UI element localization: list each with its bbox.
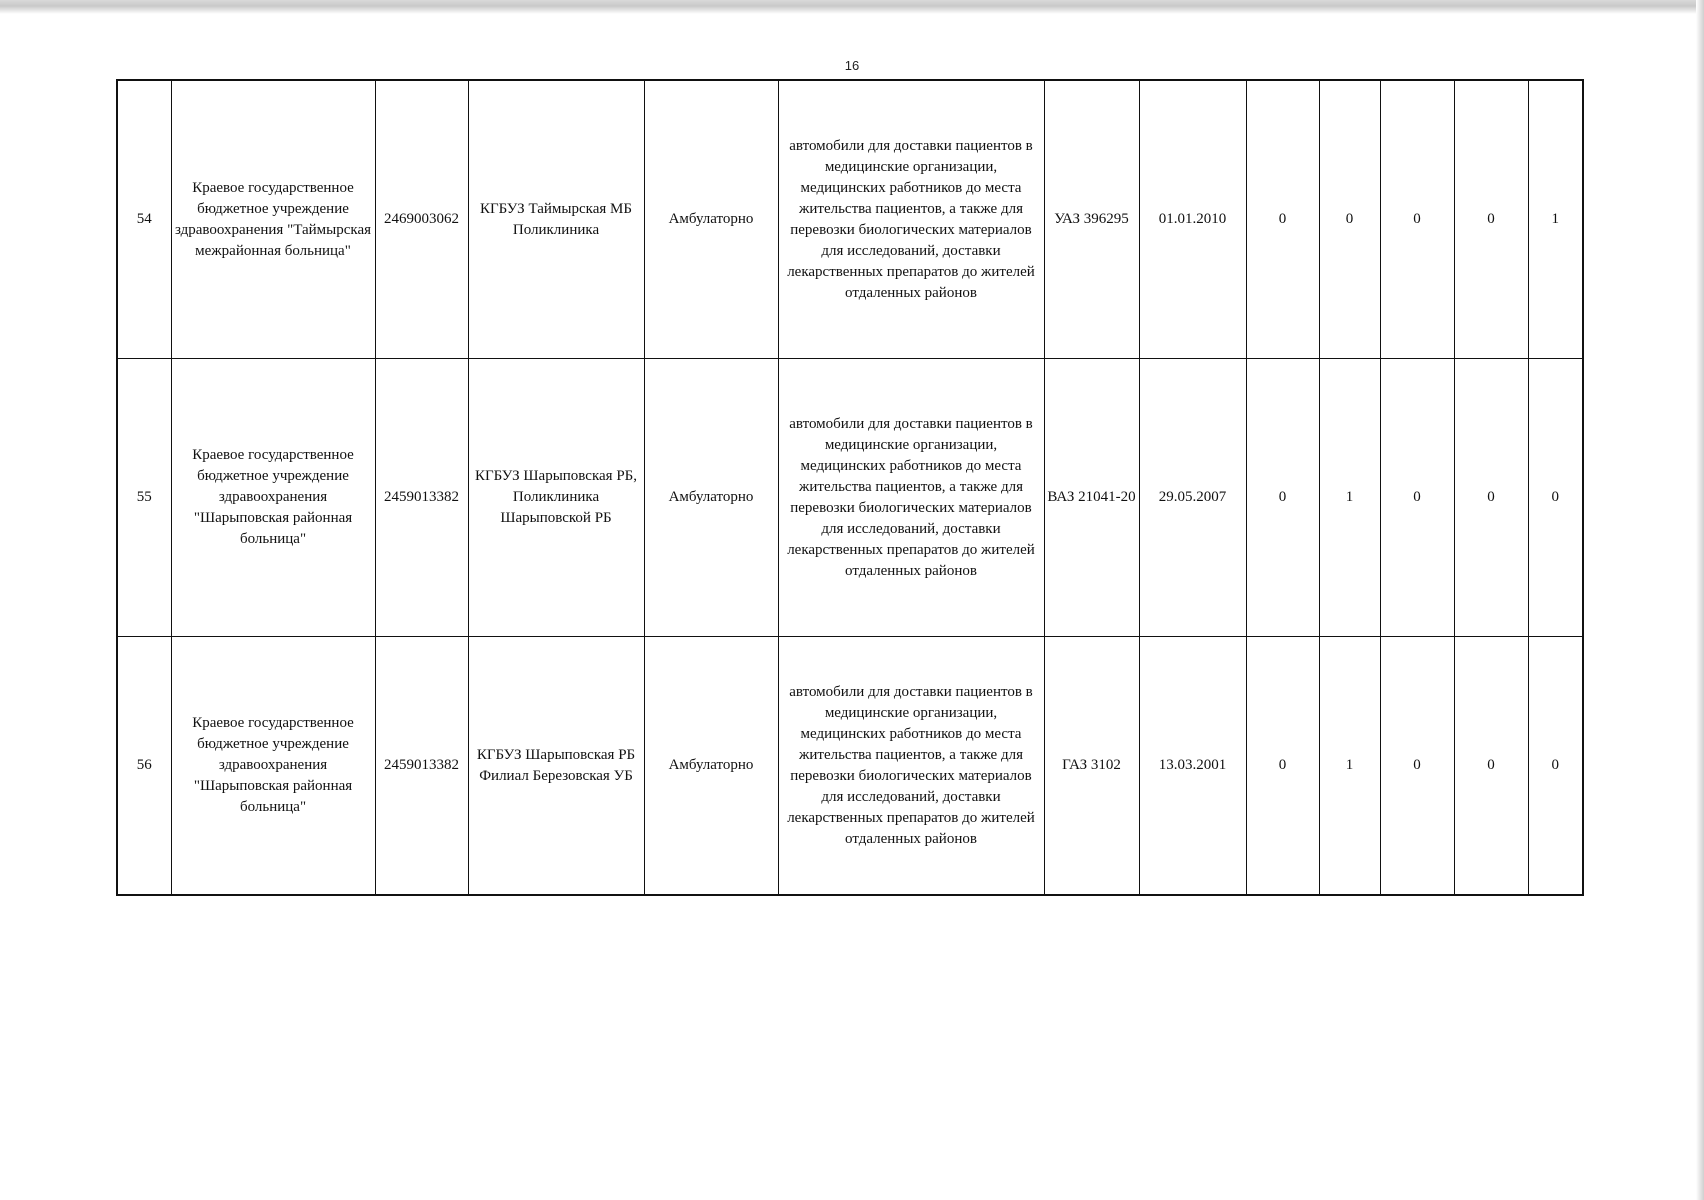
- vehicle-table: [116, 79, 1584, 896]
- count-cell-2: 1: [1319, 637, 1380, 896]
- count-cell-4: 0: [1454, 80, 1528, 359]
- vehicle-model-cell: ГАЗ 3102: [1044, 637, 1139, 896]
- inn-cell: 2459013382: [375, 637, 468, 896]
- count-cell-3: 0: [1380, 637, 1454, 896]
- inn-cell: 2459013382: [375, 359, 468, 637]
- inn-cell: 2469003062: [375, 80, 468, 359]
- date-cell: 13.03.2001: [1139, 637, 1246, 896]
- row-number-cell: 56: [117, 637, 171, 896]
- purpose-cell: автомобили для доставки пациентов в медицинские организации, медицинских работников до места жительства пациентов, а также для перевозки биологических материалов для исследований, доставки лекарственных препаратов до жителей отдаленных районов: [778, 359, 1044, 637]
- vehicle-model-cell: ВАЗ 21041-20: [1044, 359, 1139, 637]
- table-row: [117, 80, 1583, 359]
- unit-cell: КГБУЗ Шарыповская РБ, Поликлиника Шарыповской РБ: [468, 359, 644, 637]
- table-row: [117, 359, 1583, 637]
- count-cell-5: 1: [1528, 80, 1583, 359]
- unit-cell: КГБУЗ Таймырская МБ Поликлиника: [468, 80, 644, 359]
- date-cell: 29.05.2007: [1139, 359, 1246, 637]
- count-cell-1: 0: [1246, 80, 1319, 359]
- vehicle-model-cell: УАЗ 396295: [1044, 80, 1139, 359]
- count-cell-4: 0: [1454, 637, 1528, 896]
- organization-cell: Краевое государственное бюджетное учреждение здравоохранения "Таймырская межрайонная больница": [171, 80, 375, 359]
- purpose-cell: автомобили для доставки пациентов в медицинские организации, медицинских работников до места жительства пациентов, а также для перевозки биологических материалов для исследований, доставки лекарственных препаратов до жителей отдаленных районов: [778, 80, 1044, 359]
- count-cell-1: 0: [1246, 637, 1319, 896]
- count-cell-3: 0: [1380, 80, 1454, 359]
- row-number-cell: 55: [117, 359, 171, 637]
- table-row: [117, 637, 1583, 896]
- scan-edge-right: [1696, 0, 1704, 1200]
- row-number-cell: 54: [117, 80, 171, 359]
- purpose-cell: автомобили для доставки пациентов в медицинские организации, медицинских работников до места жительства пациентов, а также для перевозки биологических материалов для исследований, доставки лекарственных препаратов до жителей отдаленных районов: [778, 637, 1044, 896]
- count-cell-3: 0: [1380, 359, 1454, 637]
- count-cell-2: 0: [1319, 80, 1380, 359]
- count-cell-4: 0: [1454, 359, 1528, 637]
- care-type-cell: Амбулаторно: [644, 359, 778, 637]
- scan-edge-top: [0, 0, 1704, 14]
- count-cell-5: 0: [1528, 359, 1583, 637]
- organization-cell: Краевое государственное бюджетное учреждение здравоохранения "Шарыповская районная больница": [171, 359, 375, 637]
- care-type-cell: Амбулаторно: [644, 80, 778, 359]
- care-type-cell: Амбулаторно: [644, 637, 778, 896]
- organization-cell: Краевое государственное бюджетное учреждение здравоохранения "Шарыповская районная больница": [171, 637, 375, 896]
- count-cell-1: 0: [1246, 359, 1319, 637]
- date-cell: 01.01.2010: [1139, 80, 1246, 359]
- count-cell-2: 1: [1319, 359, 1380, 637]
- page-number: 16: [844, 58, 860, 73]
- unit-cell: КГБУЗ Шарыповская РБ Филиал Березовская УБ: [468, 637, 644, 896]
- count-cell-5: 0: [1528, 637, 1583, 896]
